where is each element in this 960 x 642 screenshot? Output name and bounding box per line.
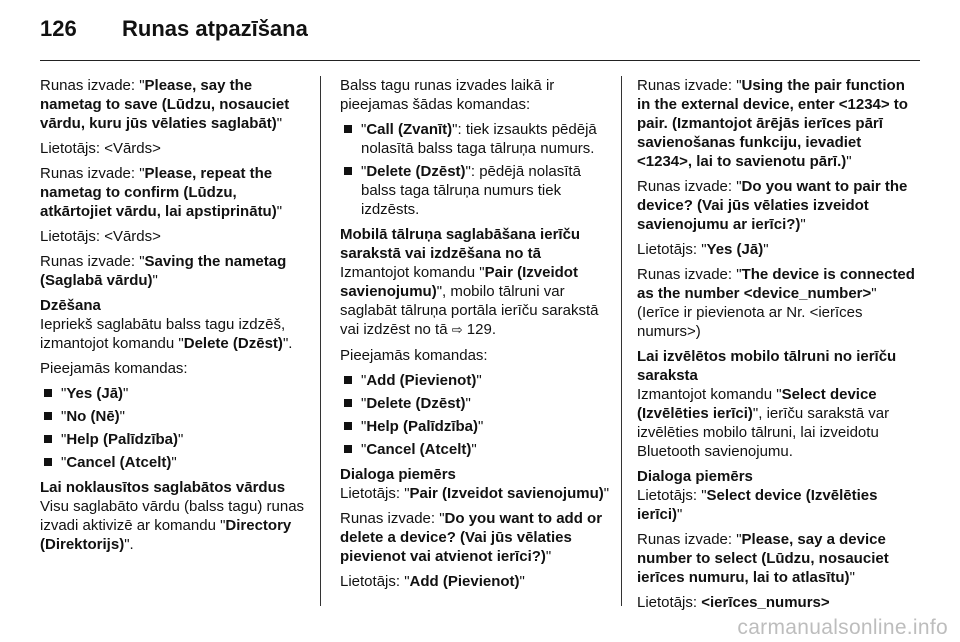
section-heading: Dialoga piemērs [340, 466, 456, 483]
paragraph: Izmantojot komandu "Pair (Izveidot savienojumu)", mobilo tālruni var saglabāt tālruņa portāla ierīču sarakstā vai izdzēst no tā ⇨ 129. [340, 264, 599, 338]
list-item: "Delete (Dzēst)" [340, 394, 610, 413]
paragraph: Runas izvade: "Saving the nametag (Saglabā vārdu)" [40, 253, 287, 289]
section-heading: Lai izvēlētos mobilo tālruni no ierīču saraksta [637, 348, 897, 384]
paragraph: Lietotājs: <Vārds> [40, 140, 161, 157]
column-3 [637, 76, 919, 618]
paragraph: Lietotājs: "Yes (Jā)" [637, 241, 769, 258]
page-number: 126 [40, 16, 77, 41]
paragraph: Pieejamās komandas: [40, 360, 188, 377]
paragraph: Runas izvade: "Please, say the nametag to save (Lūdzu, nosauciet vārdu, kuru jūs vēlaties saglabāt)" [40, 77, 290, 132]
section-heading: Mobilā tālruņa saglabāšana ierīču sarakstā vai izdzēšana no tā [340, 226, 581, 262]
column-1 [40, 76, 308, 560]
paragraph: Runas izvade: "Please, say a device number to select (Lūdzu, nosauciet ierīces numuru, lai to atlasītu)" [637, 531, 889, 586]
list-item: "Delete (Dzēst)": pēdējā nolasītā balss taga tālruņa numurs tiek izdzēsts. [340, 162, 610, 219]
paragraph: Lietotājs: <ierīces_numurs> [637, 594, 830, 611]
paragraph: Runas izvade: "Do you want to pair the device? (Vai jūs vēlaties izveidot savienojumu ar ierīci?)" [637, 178, 908, 233]
list-item: "No (Nē)" [40, 407, 308, 426]
paragraph: Runas izvade: "The device is connected as the number <device_number>" (Ierīce ir pievienota ar Nr. <ierīces numurs>) [637, 266, 915, 340]
column-divider-2 [621, 76, 622, 606]
section-heading: Dzēšana [40, 297, 101, 314]
column-divider-1 [320, 76, 321, 606]
list-item: "Call (Zvanīt)": tiek izsaukts pēdējā nolasītā balss taga tālruņa numurs. [340, 120, 610, 158]
column-2 [340, 76, 610, 597]
list-item: "Cancel (Atcelt)" [40, 453, 308, 472]
list-item: "Help (Palīdzība)" [40, 430, 308, 449]
paragraph: Runas izvade: "Do you want to add or delete a device? (Vai jūs vēlaties pievienot vai atvienot ierīci?)" [340, 510, 603, 565]
command-list [340, 120, 610, 219]
paragraph: Iepriekš saglabātu balss tagu izdzēš, izmantojot komandu "Delete (Dzēst)". [40, 316, 293, 352]
paragraph: Pieejamās komandas: [340, 347, 488, 364]
section-heading: Dialoga piemērs [637, 468, 753, 485]
list-item: "Help (Palīdzība)" [340, 417, 610, 436]
page-reference-arrow-icon: ⇨ [451, 323, 463, 338]
list-item: "Cancel (Atcelt)" [340, 440, 610, 459]
paragraph: Visu saglabāto vārdu (balss tagu) runas izvadi aktivizē ar komandu "Directory (Direktorijs)". [40, 498, 305, 553]
command-list [40, 384, 308, 472]
page-title: Runas atpazīšana [122, 16, 308, 41]
list-item: "Add (Pievienot)" [340, 371, 610, 390]
paragraph: Runas izvade: "Using the pair function in the external device, enter <1234> to pair. (Izmantojot ārējās ierīces pārī savienošanas funkciju, ievadiet <1234>, lai to savienotu pārī.)" [637, 77, 908, 170]
paragraph: Lietotājs: "Pair (Izveidot savienojumu)" [340, 485, 610, 502]
paragraph: Lietotājs: "Add (Pievienot)" [340, 573, 525, 590]
list-item: "Yes (Jā)" [40, 384, 308, 403]
watermark: carmanualsonline.info [737, 616, 948, 639]
paragraph: Runas izvade: "Please, repeat the nametag to confirm (Lūdzu, atkārtojiet vārdu, lai apstiprinātu)" [40, 165, 283, 220]
paragraph: Izmantojot komandu "Select device (Izvēlēties ierīci)", ierīču sarakstā var izvēlēties mobilo tālruni, lai izveidotu Bluetooth savienojumu. [637, 386, 890, 460]
section-heading: Lai noklausītos saglabātos vārdus [40, 479, 286, 496]
header-rule [40, 60, 920, 61]
paragraph: Lietotājs: "Select device (Izvēlēties ierīci)" [637, 487, 878, 523]
page-header [40, 16, 308, 52]
command-list [340, 371, 610, 459]
paragraph: Lietotājs: <Vārds> [40, 228, 161, 245]
paragraph: Balss tagu runas izvades laikā ir pieejamas šādas komandas: [340, 77, 555, 113]
